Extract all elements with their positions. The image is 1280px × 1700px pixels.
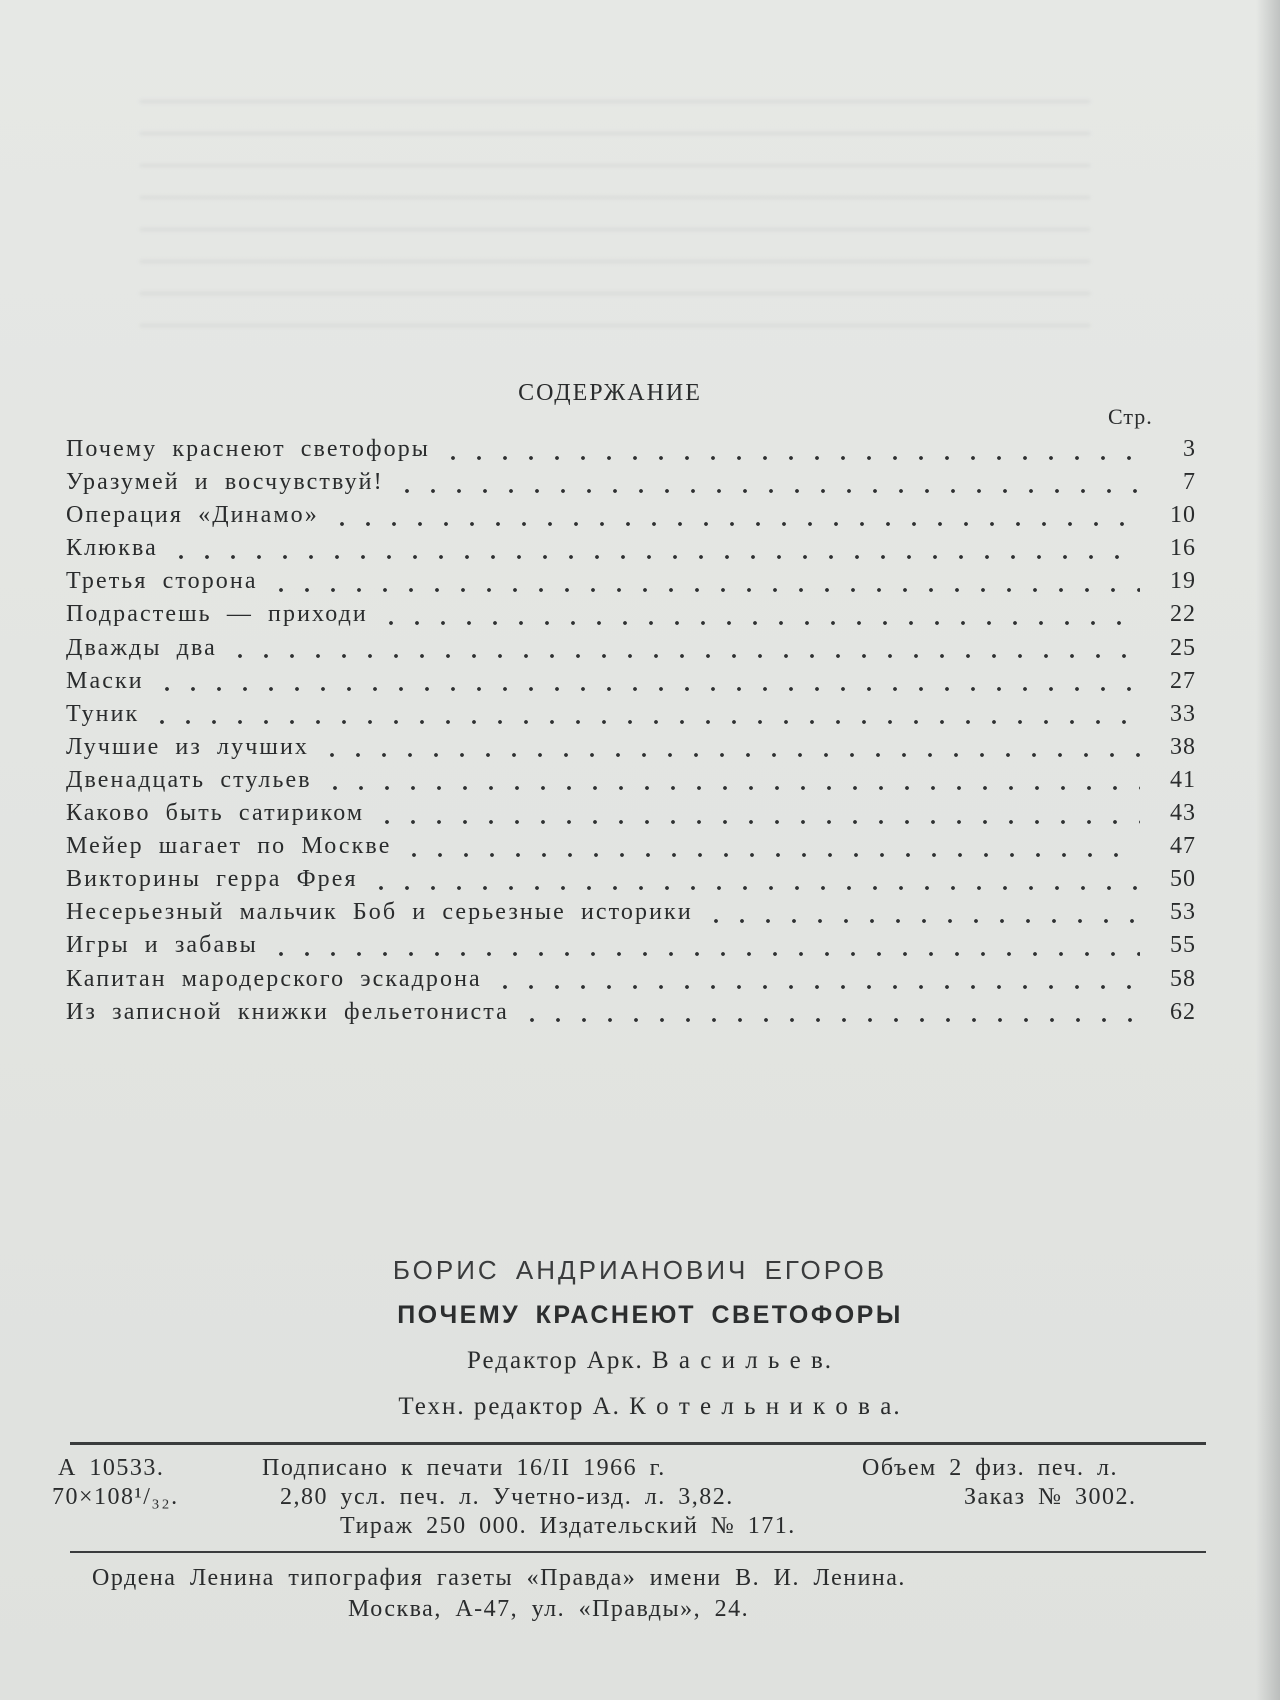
contents-entry: [66, 800, 1196, 833]
contents-entry: [66, 932, 1196, 965]
tech-editor-credit: Техн. редактор А. К о т е л ь н и к о в а.: [398, 1393, 902, 1420]
divider-bottom: [70, 1551, 1206, 1553]
dot-leader: [154, 686, 1140, 692]
dot-leader: [519, 1017, 1140, 1023]
contents-entry-page: 19: [1170, 568, 1196, 595]
contents-entry-page: 41: [1170, 766, 1196, 793]
contents-entry: [66, 601, 1196, 634]
contents-entry: [66, 966, 1196, 999]
dot-leader: [329, 521, 1140, 527]
dot-leader: [492, 984, 1140, 990]
contents-entry: [66, 899, 1196, 932]
contents-entry-page: 62: [1170, 998, 1196, 1025]
contents-entry-title: Викторины герра Фрея: [66, 866, 358, 893]
contents-entry-page: 7: [1183, 469, 1196, 496]
contents-entry-title: Капитан мародерского эскадрона: [66, 965, 482, 992]
contents-entry-title: Туник: [66, 700, 140, 727]
contents-entry: [66, 668, 1196, 701]
contents-entry: [66, 767, 1196, 800]
publication-code: А 10533.: [58, 1455, 165, 1481]
dot-leader: [394, 488, 1140, 494]
contents-entry-title: Лучшие из лучших: [66, 733, 310, 760]
dot-leader: [268, 587, 1140, 593]
publication-order: Заказ № 3002.: [964, 1484, 1137, 1510]
show-through-text: [140, 100, 1090, 330]
contents-entry-page: 53: [1170, 899, 1196, 926]
contents-entry-page: 33: [1170, 700, 1196, 727]
publication-run: Тираж 250 000. Издательский № 171.: [340, 1513, 796, 1539]
contents-entry: [66, 866, 1196, 899]
contents-entry: [66, 535, 1196, 568]
contents-entry: [66, 701, 1196, 734]
contents-entry-page: 43: [1170, 800, 1196, 827]
contents-entry-page: 38: [1170, 733, 1196, 760]
contents-entry-title: Клюква: [66, 535, 158, 562]
dot-leader: [368, 885, 1140, 891]
dot-leader: [374, 819, 1140, 825]
author-name: БОРИС АНДРИАНОВИЧ ЕГОРОВ: [392, 1255, 888, 1285]
contents-entry: [66, 436, 1196, 469]
contents-entry-title: Каково быть сатириком: [66, 800, 365, 827]
contents-entry-title: Подрастешь — приходи: [66, 601, 368, 628]
contents-entry-title: Двенадцать стульев: [66, 766, 312, 793]
contents-entry-title: Из записной книжки фельетониста: [66, 998, 509, 1025]
book-title: ПОЧЕМУ КРАСНЕЮТ СВЕТОФОРЫ: [397, 1301, 903, 1329]
printer-address: Москва, А-47, ул. «Правды», 24.: [348, 1596, 750, 1622]
contents-entry: [66, 999, 1196, 1032]
contents-entry-page: 10: [1170, 502, 1196, 529]
contents-heading-text: СОДЕРЖАНИЕ: [518, 380, 702, 406]
publication-print-sheets: 2,80 усл. печ. л. Учетно-изд. л. 3,82.: [280, 1484, 734, 1510]
contents-entry-page: 3: [1183, 436, 1196, 462]
dot-leader: [227, 653, 1140, 659]
contents-entry: [66, 469, 1196, 502]
contents-entry-title: Игры и забавы: [66, 932, 258, 959]
contents-entry: [66, 502, 1196, 535]
printer-name: Ордена Ленина типография газеты «Правда» имени В. И. Ленина.: [92, 1565, 906, 1591]
dot-leader: [319, 752, 1140, 758]
contents-heading: [0, 380, 1240, 407]
contents-entry-title: Маски: [66, 667, 144, 694]
contents-list: [66, 436, 1196, 1032]
contents-entry: [66, 833, 1196, 866]
dot-leader: [168, 554, 1140, 560]
dot-leader: [703, 918, 1140, 924]
contents-entry-page: 50: [1170, 866, 1196, 893]
contents-entry-title: Мейер шагает по Москве: [66, 833, 392, 860]
page-edge-shadow: [1256, 0, 1280, 1700]
contents-entry-title: Уразумей и восчувствуй!: [66, 469, 384, 496]
dot-leader: [378, 620, 1140, 626]
contents-entry: [66, 635, 1196, 668]
dot-leader: [322, 785, 1140, 791]
dot-leader: [440, 455, 1140, 461]
editor-credit: Редактор Арк. В а с и л ь е в.: [466, 1347, 834, 1374]
publication-format: 70×108¹/₃₂.: [52, 1484, 179, 1510]
contents-entry-page: 16: [1170, 535, 1196, 562]
contents-entry-title: Почему краснеют светофоры: [66, 436, 431, 462]
contents-entry-title: Третья сторона: [66, 568, 258, 595]
contents-entry-page: 47: [1170, 833, 1196, 860]
contents-entry-page: 55: [1170, 932, 1196, 959]
publication-volume: Объем 2 физ. печ. л.: [862, 1455, 1119, 1481]
contents-entry: [66, 734, 1196, 767]
contents-entry-page: 27: [1170, 667, 1196, 694]
contents-entry-page: 25: [1170, 634, 1196, 661]
contents-entry-page: 22: [1170, 601, 1196, 628]
page-column-label: Стр.: [1108, 404, 1153, 429]
divider-top: [70, 1442, 1206, 1445]
publication-signed: Подписано к печати 16/II 1966 г.: [262, 1455, 666, 1481]
contents-entry-title: Дважды два: [66, 634, 217, 661]
dot-leader: [268, 951, 1140, 957]
contents-entry-title: Операция «Динамо»: [66, 502, 319, 529]
contents-entry-page: 58: [1170, 965, 1196, 992]
dot-leader: [149, 719, 1140, 725]
contents-entry-title: Несерьезный мальчик Боб и серьезные историки: [66, 899, 693, 926]
contents-entry: [66, 568, 1196, 601]
dot-leader: [401, 852, 1140, 858]
